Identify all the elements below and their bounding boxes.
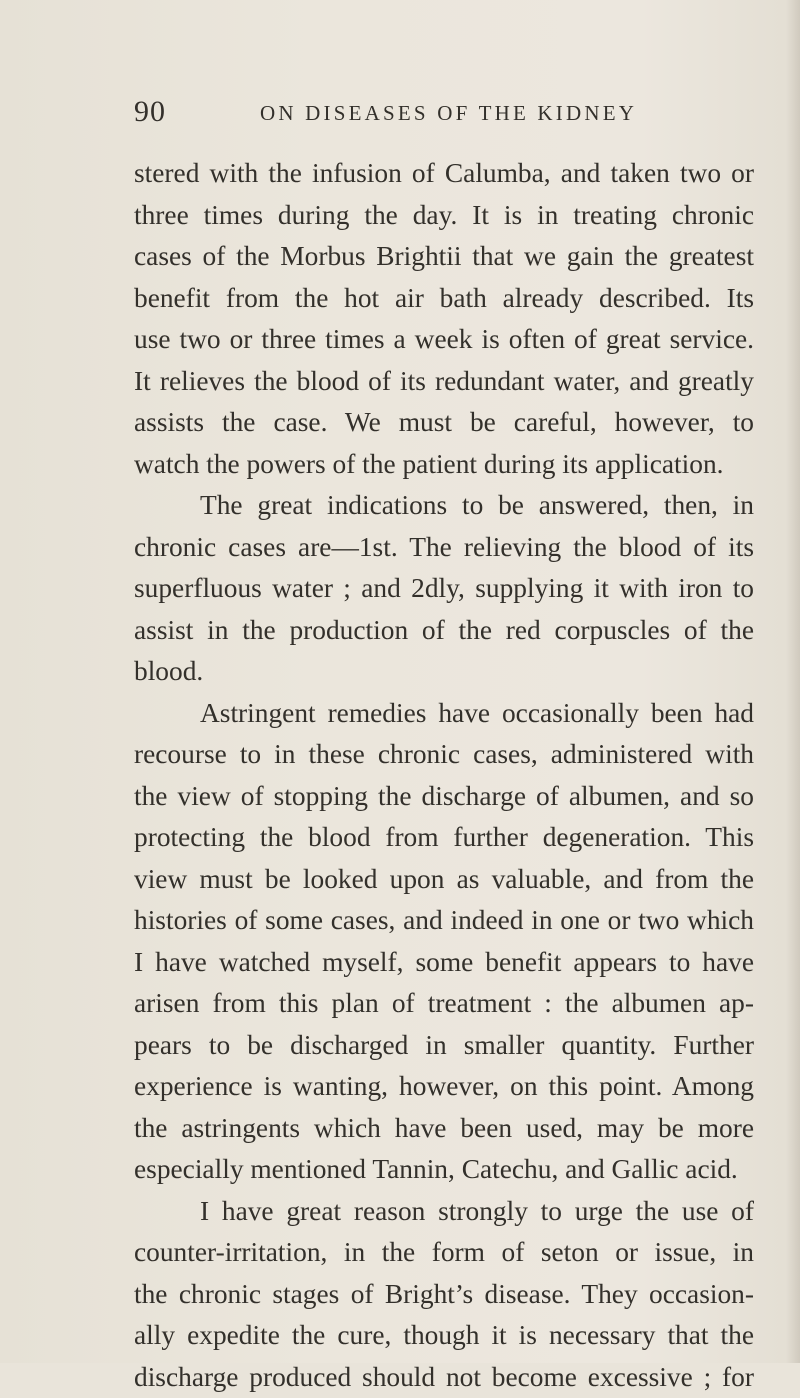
body-text [134,153,754,1398]
text-line: view must be looked upon as valuable, and from the [134,859,754,901]
text-line: watch the powers of the patient during its application. [134,444,754,486]
text-line: counter-irritation, in the form of seton or issue, in [134,1232,754,1274]
text-line: the astringents which have been used, may be more [134,1108,754,1150]
text-line: protecting the blood from further degeneration. This [134,817,754,859]
text-line: histories of some cases, and indeed in one or two which [134,900,754,942]
text-line: It relieves the blood of its redundant water, and greatly [134,361,754,403]
text-line: I have watched myself, some benefit appears to have [134,942,754,984]
text-line: benefit from the hot air bath already described. Its [134,278,754,320]
text-line: I have great reason strongly to urge the use of [134,1191,754,1233]
text-line: stered with the infusion of Calumba, and taken two or [134,153,754,195]
text-line: especially mentioned Tannin, Catechu, and Gallic acid. [134,1149,754,1191]
text-line: Astringent remedies have occasionally been had [134,693,754,735]
text-line: assists the case. We must be careful, however, to [134,402,754,444]
text-line: arisen from this plan of treatment : the albumen ap- [134,983,754,1025]
text-line: experience is wanting, however, on this point. Among [134,1066,754,1108]
text-line: recourse to in these chronic cases, administered with [134,734,754,776]
text-line: cases of the Morbus Brightii that we gain the greatest [134,236,754,278]
text-line: discharge produced should not become excessive ; for [134,1357,754,1398]
text-line: the chronic stages of Bright’s disease. They occasion- [134,1274,754,1316]
text-line: chronic cases are—1st. The relieving the blood of its [134,527,754,569]
text-line: pears to be discharged in smaller quantity. Further [134,1025,754,1067]
text-line: assist in the production of the red corpuscles of the [134,610,754,652]
text-line: superfluous water ; and 2dly, supplying it with iron to [134,568,754,610]
text-line: The great indications to be answered, then, in [134,485,754,527]
text-line: three times during the day. It is in treating chronic [134,195,754,237]
page-number: 90 [134,92,166,132]
page-header [134,92,754,132]
page-edge-shadow [786,0,800,1363]
text-line: blood. [134,651,754,693]
text-line: the view of stopping the discharge of albumen, and so [134,776,754,818]
running-head: ON DISEASES OF THE KIDNEY [260,96,637,130]
text-line: ally expedite the cure, though it is necessary that the [134,1315,754,1357]
text-line: use two or three times a week is often of great service. [134,319,754,361]
